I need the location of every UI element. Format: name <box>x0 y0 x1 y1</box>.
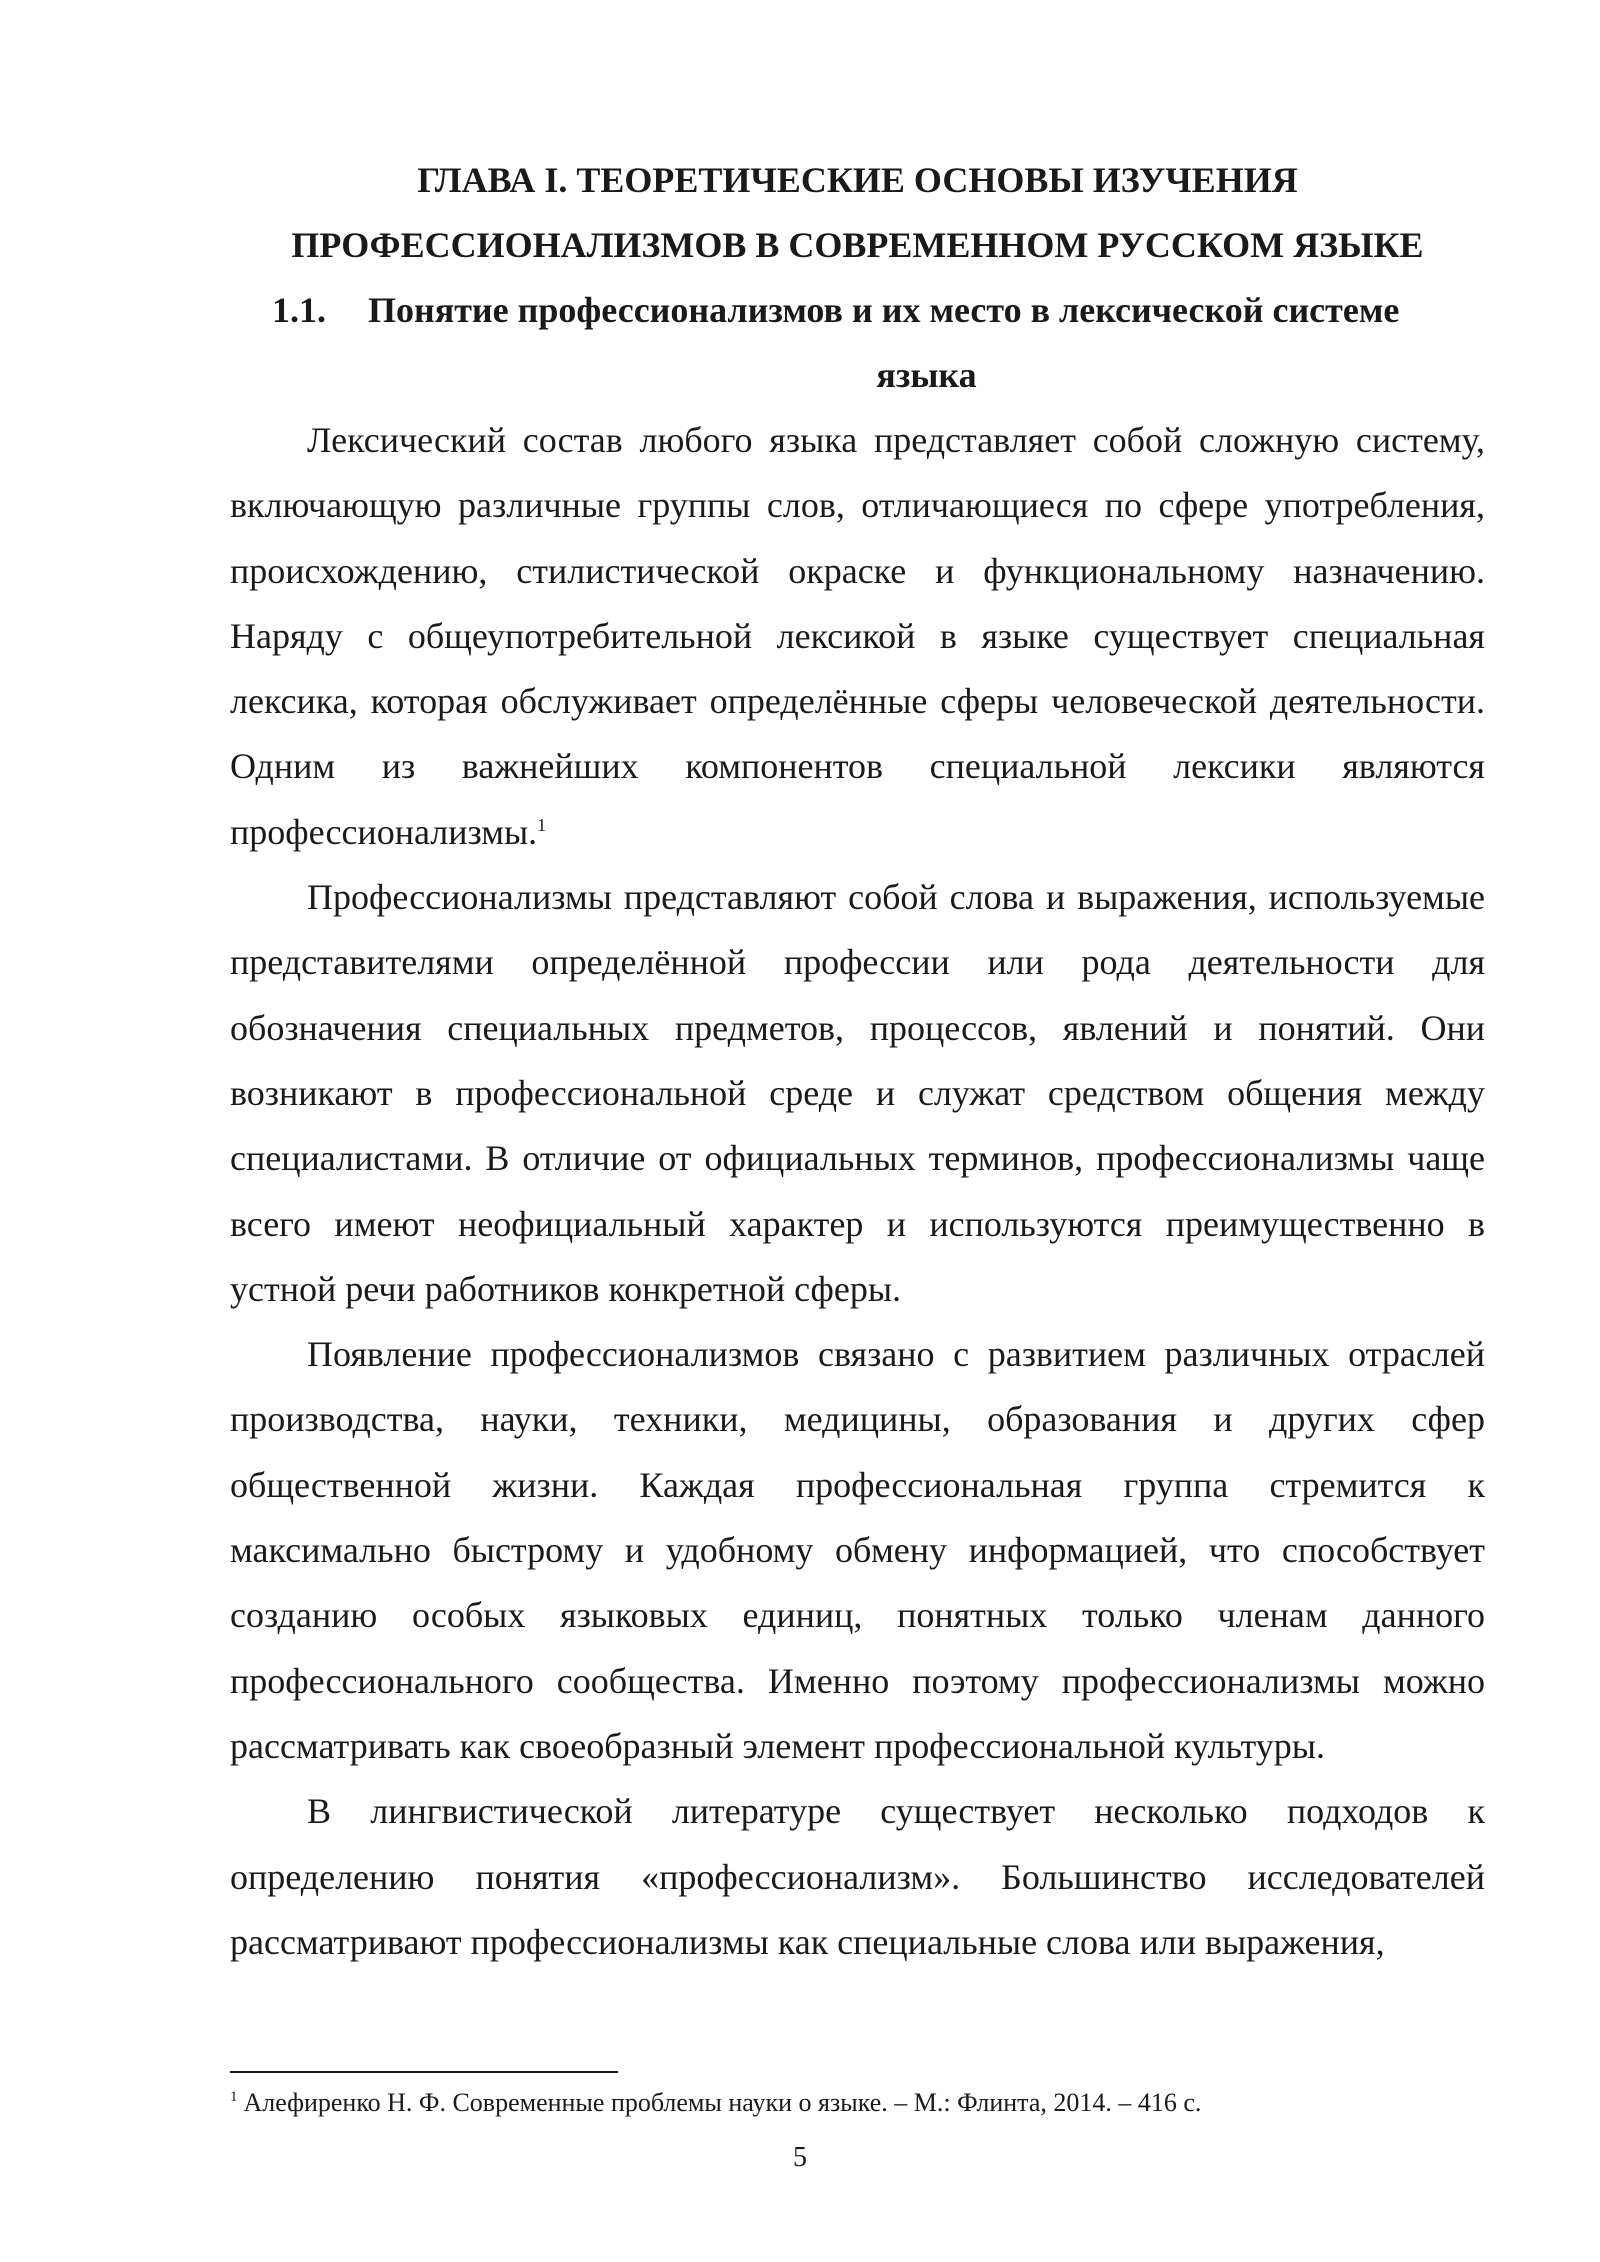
footnote-reference[interactable]: 1 <box>537 814 547 835</box>
paragraph-1-text: Лексический состав любого языка представляет собой сложную систему, включающую различные группы слов, отличающиеся по сфере употребления, происхождению, стилистической окраске и функциональному назначению. Наряду с общеупотребительной лексикой в языке существует специальная лексика, которая обслуживает определённые сферы человеческой деятельности. Одним из важнейших компонентов специальной лексики являются профессионализмы. <box>230 420 1485 852</box>
page-number: 5 <box>793 2142 807 2173</box>
chapter-title <box>230 148 1485 278</box>
footnote <box>230 2086 1485 2120</box>
body-text <box>230 408 1485 1975</box>
paragraph-2: Профессионализмы представляют собой слова и выражения, используемые представителями определённой профессии или рода деятельности для обозначения специальных предметов, процессов, явлений и понятий. Они возникают в профессиональной среде и служат средством общения между специалистами. В отличие от официальных терминов, профессионализмы чаще всего имеют неофициальный характер и используются преимущественно в устной речи работников конкретной сферы. <box>230 877 1485 1309</box>
section-heading <box>230 278 1485 408</box>
section-number: 1.1. <box>272 290 326 330</box>
chapter-title-line-1: ГЛАВА I. ТЕОРЕТИЧЕСКИЕ ОСНОВЫ ИЗУЧЕНИЯ <box>417 160 1298 200</box>
section-title-line-2: языка <box>876 355 977 395</box>
footnote-text: Алефиренко Н. Ф. Современные проблемы науки о языке. – М.: Флинта, 2014. – 416 с. <box>243 2088 1202 2117</box>
paragraph-1 <box>230 408 1485 865</box>
chapter-title-line-2: ПРОФЕССИОНАЛИЗМОВ В СОВРЕМЕННОМ РУССКОМ ЯЗЫКЕ <box>291 225 1424 265</box>
footnote-separator <box>230 2071 618 2073</box>
footnote-marker: 1 <box>230 2089 238 2106</box>
section-title-line-1: Понятие профессионализмов и их место в лексической системе <box>368 290 1400 330</box>
paragraph-4: В лингвистической литературе существует несколько подходов к определению понятия «профессионализм». Большинство исследователей рассматривают профессионализмы как специальные слова или выражения, <box>230 1791 1485 1962</box>
paragraph-3: Появление профессионализмов связано с развитием различных отраслей производства, науки, техники, медицины, образования и других сфер общественной жизни. Каждая профессиональная группа стремится к максимально быстрому и удобному обмену информацией, что способствует созданию особых языковых единиц, понятных только членам данного профессионального сообщества. Именно поэтому профессионализмы можно рассматривать как своеобразный элемент профессиональной культуры. <box>230 1334 1485 1766</box>
